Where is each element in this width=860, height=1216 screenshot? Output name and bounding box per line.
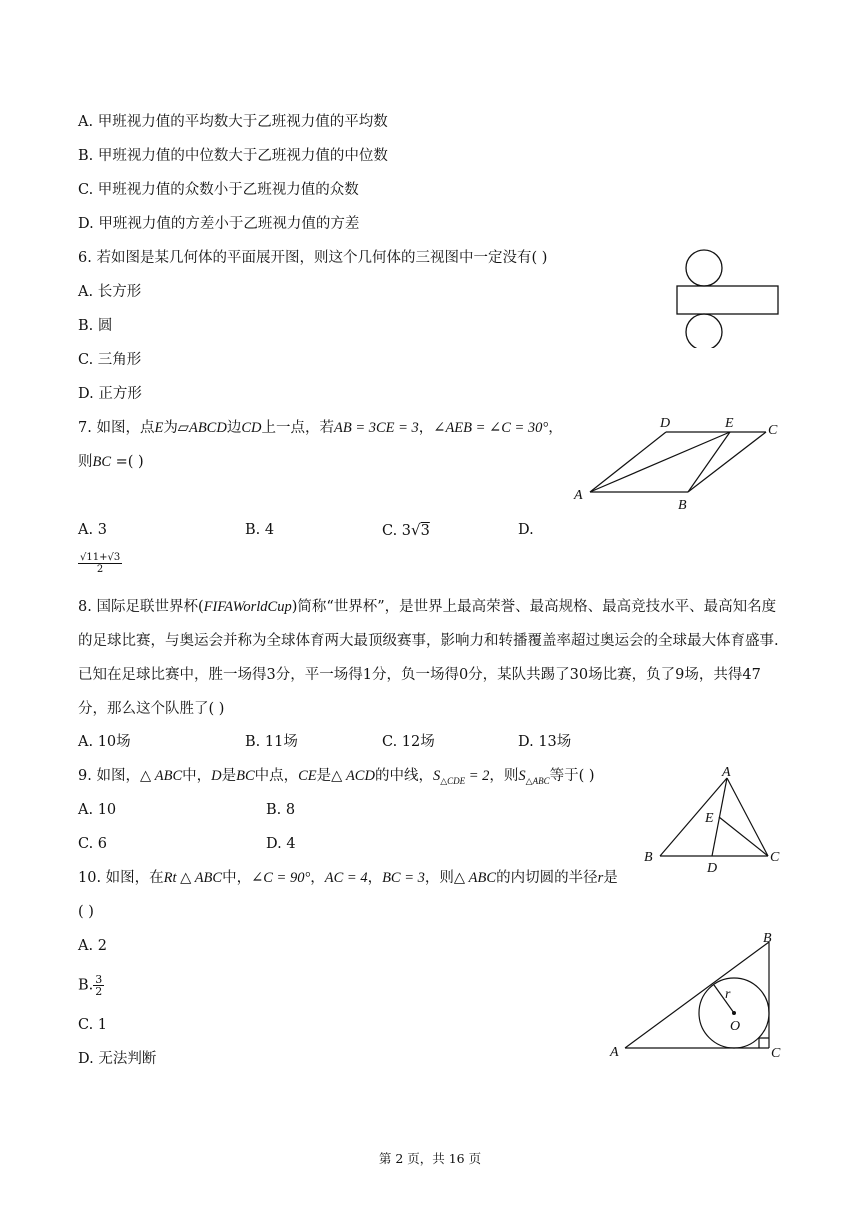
q7-option-b: B. 4	[245, 522, 275, 538]
q9-stem: 9. 如图，△ ABC中，D是BC中点，CE是△ ACD的中线，$S_{\triangle CDE} = 2$，则$S_{\triangle ABC}$等于( )	[78, 768, 595, 786]
q7-option-d-fraction: $\frac{√11+√3}{2}$	[80, 552, 121, 575]
q5-option-c: C. 甲班视力值的众数小于乙班视力值的众数	[78, 182, 359, 198]
q9-option-a: A. 10	[78, 802, 117, 818]
q5-option-d: D. 甲班视力值的方差小于乙班视力值的方差	[78, 216, 360, 232]
q5-option-a: A. 甲班视力值的平均数大于乙班视力值的平均数	[78, 114, 388, 130]
q9-label-d: D	[707, 861, 718, 876]
q8-option-a: A. 10场	[78, 734, 131, 750]
q9-label-c: C	[770, 850, 780, 865]
q7-option-d: D.	[518, 522, 534, 538]
q7-label-e: E	[725, 416, 734, 431]
q6-stem: 6. 若如图是某几何体的平面展开图，则这个几何体的三视图中一定没有( )	[78, 250, 548, 266]
q10-option-d: D. 无法判断	[78, 1051, 157, 1067]
q7-stem-line2: 则BC =( )	[78, 454, 144, 470]
q10-label-b: B	[763, 931, 772, 946]
q10-label-r: r	[725, 987, 731, 1002]
q8-option-b: B. 11场	[245, 734, 298, 750]
q7-option-a: A. 3	[78, 522, 107, 538]
q9-label-e: E	[705, 811, 714, 826]
q8-stem: 8. 国际足联世界杯(FIFAWorldCup)简称“世界杯”，是世界上最高荣誉、最高规格、最高竞技水平、最高知名度的足球比赛，与奥运会并称为全球体育两大最顶级赛事，影响力和转播覆盖率超过奥运会的全球最大体育盛事.已知在足球比赛中，胜一场得3分，平一场得1分，负一场得0分，某队共踢了30场比赛，负了9场，共得47分，那么这个队胜了( )	[78, 599, 779, 717]
q6-option-a: A. 长方形	[78, 284, 142, 300]
q10-label-c: C	[771, 1046, 781, 1061]
q10-option-c: C. 1	[78, 1017, 108, 1033]
q6-option-d: D. 正方形	[78, 386, 142, 402]
q8-option-d: D. 13场	[518, 734, 572, 750]
q7-stem: 7. 如图，点E为▱ABCD边CD上一点，若AB = 3CE = 3，∠AEB = ∠C = 30°，	[78, 420, 563, 436]
q10-stem: 10. 如图，在Rt △ ABC中，∠C = 90°，AC = 4，BC = 3，则△ ABC的内切圆的半径r是	[78, 870, 618, 886]
q9-option-c: C. 6	[78, 836, 108, 852]
q6-option-b: B. 圆	[78, 318, 113, 334]
q7-label-c: C	[768, 423, 778, 438]
q8-option-c: C. 12场	[382, 734, 435, 750]
q10-incircle-figure	[605, 928, 795, 1062]
q10-option-b: B. $\frac{3}{2}$	[78, 973, 103, 998]
page-footer: 第 2 页，共 16 页	[378, 1151, 482, 1166]
q10-label-a: A	[610, 1045, 619, 1060]
q9-label-a: A	[722, 765, 731, 780]
q9-option-d: D. 4	[266, 836, 296, 852]
q7-option-c: C. 3√3	[382, 521, 430, 539]
q7-label-b: B	[678, 498, 687, 513]
q6-net-figure	[670, 244, 790, 348]
q9-triangle-figure	[640, 764, 790, 876]
q6-option-c: C. 三角形	[78, 352, 142, 368]
q5-option-b: B. 甲班视力值的中位数大于乙班视力值的中位数	[78, 148, 388, 164]
q9-option-b: B. 8	[266, 802, 296, 818]
q9-label-b: B	[644, 850, 653, 865]
q7-parallelogram-figure	[570, 412, 790, 514]
q10-label-o: O	[730, 1019, 741, 1034]
q7-label-a: A	[574, 488, 583, 503]
q7-label-d: D	[660, 416, 671, 431]
q10-stem-line2: ( )	[78, 904, 94, 920]
q10-option-a: A. 2	[78, 938, 107, 954]
